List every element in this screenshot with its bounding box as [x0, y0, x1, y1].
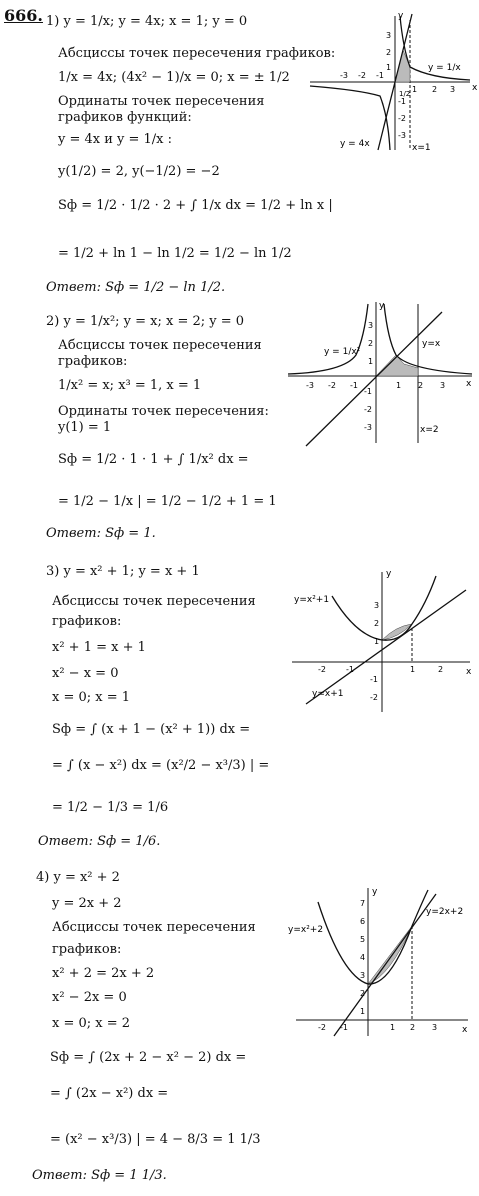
p4-line: x = 0; x = 2: [52, 1016, 131, 1031]
p1-line: y = 4x и y = 1/x :: [58, 132, 173, 147]
p3-line: x = 0; x = 1: [52, 690, 131, 705]
svg-text:-1: -1: [346, 665, 354, 674]
p2-graph: [284, 298, 476, 448]
p4-header: 4) y = x² + 2: [36, 870, 120, 885]
svg-text:-2: -2: [318, 665, 326, 674]
svg-text:3: 3: [432, 1023, 438, 1032]
p3-answer: Ответ: Sф = 1/6.: [38, 834, 161, 849]
p2-curve-label: y = 1/x²: [324, 347, 361, 357]
p3-line-label: y=x+1: [312, 689, 344, 699]
p4-x-ticks: [318, 1023, 437, 1032]
p2-line-label: y=x: [422, 339, 441, 349]
p2-line: y(1) = 1: [58, 420, 112, 435]
svg-text:2: 2: [374, 619, 380, 628]
p1-header: 1) y = 1/x; y = 4x; x = 1; y = 0: [46, 14, 248, 29]
p1-line: Ординаты точек пересечения: [58, 94, 265, 109]
p2-line: 1/x² = x; x³ = 1, x = 1: [58, 378, 202, 393]
p4-line: графиков:: [52, 942, 122, 957]
svg-text:-1: -1: [340, 1023, 348, 1032]
p4-line: = (x² − x³/3) | = 4 − 8/3 = 1 1/3: [50, 1132, 261, 1147]
p2-axis-y-label: y: [379, 301, 385, 311]
p3-graph: [286, 566, 476, 716]
p1-line: графиков функций:: [58, 110, 192, 125]
p3-line: = 1/2 − 1/3 = 1/6: [52, 800, 169, 815]
p3-header: 3) y = x² + 1; y = x + 1: [46, 564, 200, 579]
p2-line: Ординаты точек пересечения:: [58, 404, 269, 419]
p1-axis-y-label: y: [398, 11, 404, 21]
p3-y-ticks: [370, 601, 379, 702]
p4-shaded-area: [368, 926, 412, 984]
svg-text:2: 2: [432, 85, 438, 94]
svg-text:3: 3: [368, 321, 374, 330]
p3-axis-y-label: y: [386, 569, 392, 579]
p3-line: Sф = ∫ (x + 1 − (x² + 1)) dx =: [52, 722, 251, 737]
p3-line: графиков:: [52, 614, 122, 629]
p1-curve-label: y = 1/x: [428, 63, 461, 73]
svg-text:-3: -3: [398, 131, 406, 140]
svg-text:3: 3: [386, 31, 392, 40]
svg-text:-1: -1: [364, 387, 372, 396]
p1-axis-x-label: x: [472, 83, 478, 93]
svg-text:2: 2: [368, 339, 374, 348]
svg-text:-2: -2: [398, 114, 406, 123]
p4-axis-x-label: x: [462, 1025, 468, 1035]
p2-answer: Ответ: Sф = 1.: [46, 526, 156, 541]
p3-line: x² − x = 0: [52, 666, 119, 681]
svg-text:-3: -3: [306, 381, 314, 390]
p2-line: Абсциссы точек пересечения: [58, 338, 262, 353]
svg-text:1: 1: [368, 357, 374, 366]
p4-line: [334, 894, 436, 1036]
p1-y-ticks: [386, 31, 406, 140]
p4-line: x² − 2x = 0: [52, 990, 127, 1005]
p4-header2: y = 2x + 2: [52, 896, 122, 911]
p4-line: Sф = ∫ (2x + 2 − x² − 2) dx =: [50, 1050, 247, 1065]
svg-text:-2: -2: [328, 381, 336, 390]
svg-text:2: 2: [410, 1023, 416, 1032]
svg-text:7: 7: [360, 899, 366, 908]
svg-text:-2: -2: [364, 405, 372, 414]
svg-text:3: 3: [450, 85, 456, 94]
p2-curve-left: [288, 304, 368, 374]
svg-text:1: 1: [360, 1007, 366, 1016]
svg-text:1: 1: [386, 63, 392, 72]
svg-text:1: 1: [410, 665, 416, 674]
p3-parabola: [332, 576, 436, 640]
p4-graph: [286, 884, 476, 1040]
svg-text:-3: -3: [364, 423, 372, 432]
p4-line: x² + 2 = 2x + 2: [52, 966, 155, 981]
problem-number: 666.: [4, 6, 43, 25]
svg-text:2: 2: [360, 989, 366, 998]
p1-half-label: 1/2: [399, 90, 411, 98]
p3-line: x² + 1 = x + 1: [52, 640, 146, 655]
p2-line: Sф = 1/2 · 1 · 1 + ∫ 1/x² dx =: [58, 452, 249, 467]
p1-line: Абсциссы точек пересечения графиков:: [58, 46, 336, 61]
p4-line: = ∫ (2x − x²) dx =: [50, 1086, 169, 1101]
p1-line: Sф = 1/2 · 1/2 · 2 + ∫ 1/x dx = 1/2 + ln x |: [58, 198, 333, 213]
svg-text:-1: -1: [376, 71, 384, 80]
p4-answer: Ответ: Sф = 1 1/3.: [32, 1168, 167, 1183]
p2-header: 2) y = 1/x²; y = x; x = 2; y = 0: [46, 314, 245, 329]
svg-text:-1: -1: [350, 381, 358, 390]
p4-line: Абсциссы точек пересечения: [52, 920, 256, 935]
p2-axis-x-label: x: [466, 379, 472, 389]
p3-axis-x-label: x: [466, 667, 472, 677]
p3-x-ticks: [318, 665, 443, 674]
svg-text:2: 2: [418, 381, 424, 390]
svg-text:-2: -2: [370, 693, 378, 702]
svg-text:1: 1: [396, 381, 402, 390]
svg-text:1: 1: [374, 637, 380, 646]
p3-line: Абсциссы точек пересечения: [52, 594, 256, 609]
svg-text:4: 4: [360, 953, 366, 962]
svg-text:-3: -3: [340, 71, 348, 80]
p1-line: y(1/2) = 2, y(−1/2) = −2: [58, 164, 220, 179]
svg-text:3: 3: [374, 601, 380, 610]
p4-line-label: y=2x+2: [426, 907, 464, 917]
svg-text:-1: -1: [370, 675, 378, 684]
p3-line: [306, 590, 466, 704]
p1-line: 1/x = 4x; (4x² − 1)/x = 0; x = ± 1/2: [58, 70, 290, 85]
p3-curve-label: y=x²+1: [294, 595, 330, 605]
svg-text:2: 2: [386, 48, 392, 57]
svg-text:1: 1: [390, 1023, 396, 1032]
p1-vline-label: x=1: [412, 143, 431, 153]
p1-answer: Ответ: Sф = 1/2 − ln 1/2.: [46, 280, 226, 295]
p3-line: = ∫ (x − x²) dx = (x²/2 − x³/3) | =: [52, 758, 270, 773]
svg-text:3: 3: [360, 971, 366, 980]
svg-text:1: 1: [412, 85, 418, 94]
svg-text:-2: -2: [318, 1023, 326, 1032]
p2-vline-label: x=2: [420, 425, 439, 435]
svg-text:2: 2: [438, 665, 444, 674]
p4-axis-y-label: y: [372, 887, 378, 897]
svg-text:-1: -1: [398, 97, 406, 106]
p1-line-label: y = 4x: [340, 139, 370, 149]
p1-shaded-area: [395, 50, 410, 82]
svg-text:-2: -2: [358, 71, 366, 80]
p1-graph: [300, 10, 478, 160]
p2-line: графиков:: [58, 354, 128, 369]
p2-shaded-area: [376, 355, 418, 376]
svg-text:6: 6: [360, 917, 366, 926]
p2-line: = 1/2 − 1/x | = 1/2 − 1/2 + 1 = 1: [58, 494, 277, 509]
p4-curve-label: y=x²+2: [288, 925, 324, 935]
p1-line: = 1/2 + ln 1 − ln 1/2 = 1/2 − ln 1/2: [58, 246, 292, 261]
svg-text:3: 3: [440, 381, 446, 390]
svg-text:5: 5: [360, 935, 366, 944]
